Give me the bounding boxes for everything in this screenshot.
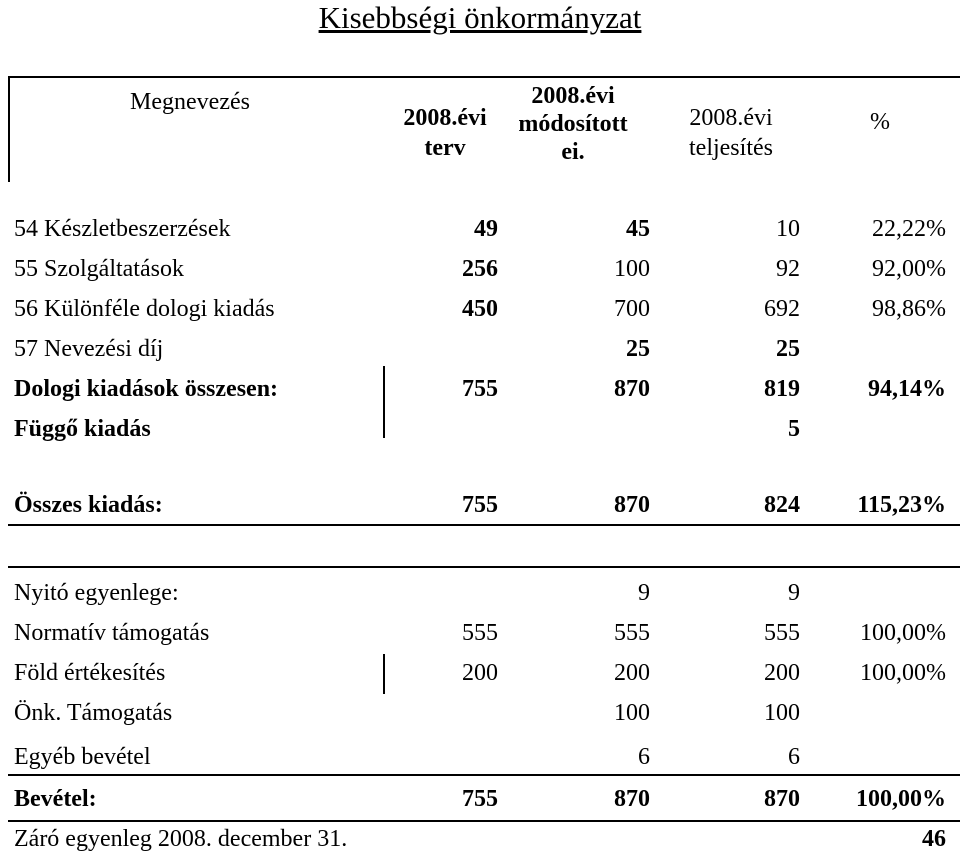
- percent-value: 94,14%: [868, 376, 946, 402]
- plan-value: 755: [462, 376, 498, 402]
- expense-subtotal-row: [0, 372, 960, 412]
- header-plan-line2: terv: [424, 135, 466, 161]
- expense-row: [0, 412, 960, 452]
- row-label: 57 Nevezési díj: [14, 336, 164, 362]
- modified-value: 700: [614, 296, 650, 322]
- plan-value: 256: [462, 256, 498, 282]
- revenue-row: [0, 656, 960, 696]
- revenue-row: [0, 696, 960, 736]
- actual-value: 100: [764, 700, 800, 726]
- actual-value: 6: [788, 744, 800, 770]
- actual-value: 9: [788, 580, 800, 606]
- closing-balance-value: 46: [922, 826, 946, 852]
- actual-value: 692: [764, 296, 800, 322]
- percent-value: 100,00%: [860, 660, 946, 686]
- modified-value: 45: [626, 216, 650, 242]
- row-label: Egyéb bevétel: [14, 744, 151, 770]
- total-revenue-underline: [8, 820, 960, 822]
- percent-value: 92,00%: [872, 256, 946, 282]
- percent-value: 115,23%: [857, 492, 946, 518]
- actual-value: 5: [788, 416, 800, 442]
- revenue-top-border: [8, 566, 960, 568]
- modified-value: 9: [638, 580, 650, 606]
- row-label: Önk. Támogatás: [14, 700, 173, 726]
- expense-row: [0, 292, 960, 332]
- row-label: Függő kiadás: [14, 416, 151, 442]
- header-top-border: [8, 76, 960, 78]
- modified-value: 200: [614, 660, 650, 686]
- modified-value: 870: [614, 376, 650, 402]
- row-label: Dologi kiadások összesen:: [14, 376, 279, 402]
- revenue-row: [0, 576, 960, 616]
- row-label: Nyitó egyenlege:: [14, 580, 179, 606]
- row-label: 55 Szolgáltatások: [14, 256, 184, 282]
- percent-value: 100,00%: [860, 620, 946, 646]
- actual-value: 819: [764, 376, 800, 402]
- row-label: Összes kiadás:: [14, 492, 163, 518]
- actual-value: 555: [764, 620, 800, 646]
- actual-value: 870: [764, 786, 800, 812]
- header-modified-line1: 2008.évi: [531, 83, 615, 109]
- total-revenue-row: [0, 782, 960, 822]
- percent-value: 100,00%: [856, 786, 946, 812]
- plan-value: 755: [462, 492, 498, 518]
- header-name: Megnevezés: [130, 89, 250, 115]
- total-expense-row: [0, 488, 960, 528]
- plan-value: 555: [462, 620, 498, 646]
- actual-value: 10: [776, 216, 800, 242]
- modified-value: 100: [614, 700, 650, 726]
- percent-value: 22,22%: [872, 216, 946, 242]
- revenue-bottom-border: [8, 774, 960, 776]
- modified-value: 870: [614, 492, 650, 518]
- modified-value: 870: [614, 786, 650, 812]
- percent-value: 98,86%: [872, 296, 946, 322]
- header-modified-line2: módosított: [518, 111, 628, 137]
- actual-value: 200: [764, 660, 800, 686]
- modified-value: 6: [638, 744, 650, 770]
- row-label: 54 Készletbeszerzések: [14, 216, 231, 242]
- closing-balance-label: Záró egyenleg 2008. december 31.: [14, 826, 348, 852]
- actual-value: 25: [776, 336, 800, 362]
- plan-value: 450: [462, 296, 498, 322]
- row-label: Bevétel:: [14, 786, 97, 812]
- actual-value: 824: [764, 492, 800, 518]
- expense-row: [0, 252, 960, 292]
- plan-value: 755: [462, 786, 498, 812]
- row-label: 56 Különféle dologi kiadás: [14, 296, 275, 322]
- row-label: Normatív támogatás: [14, 620, 210, 646]
- header-plan-line1: 2008.évi: [403, 105, 487, 131]
- modified-value: 25: [626, 336, 650, 362]
- header-percent: %: [870, 109, 890, 135]
- plan-value: 49: [474, 216, 498, 242]
- row-label: Föld értékesítés: [14, 660, 166, 686]
- expense-row: [0, 332, 960, 372]
- total-expense-underline: [8, 524, 960, 526]
- header-left-border: [8, 76, 10, 182]
- header-modified-line3: ei.: [561, 139, 585, 165]
- header-actual-line2: teljesítés: [689, 135, 773, 161]
- page-title: Kisebbségi önkormányzat: [318, 0, 642, 35]
- header-actual-line1: 2008.évi: [689, 105, 773, 131]
- column-divider: [383, 366, 385, 438]
- revenue-row: [0, 616, 960, 656]
- plan-value: 200: [462, 660, 498, 686]
- column-divider: [383, 654, 385, 694]
- modified-value: 100: [614, 256, 650, 282]
- actual-value: 92: [776, 256, 800, 282]
- expense-row: [0, 212, 960, 252]
- modified-value: 555: [614, 620, 650, 646]
